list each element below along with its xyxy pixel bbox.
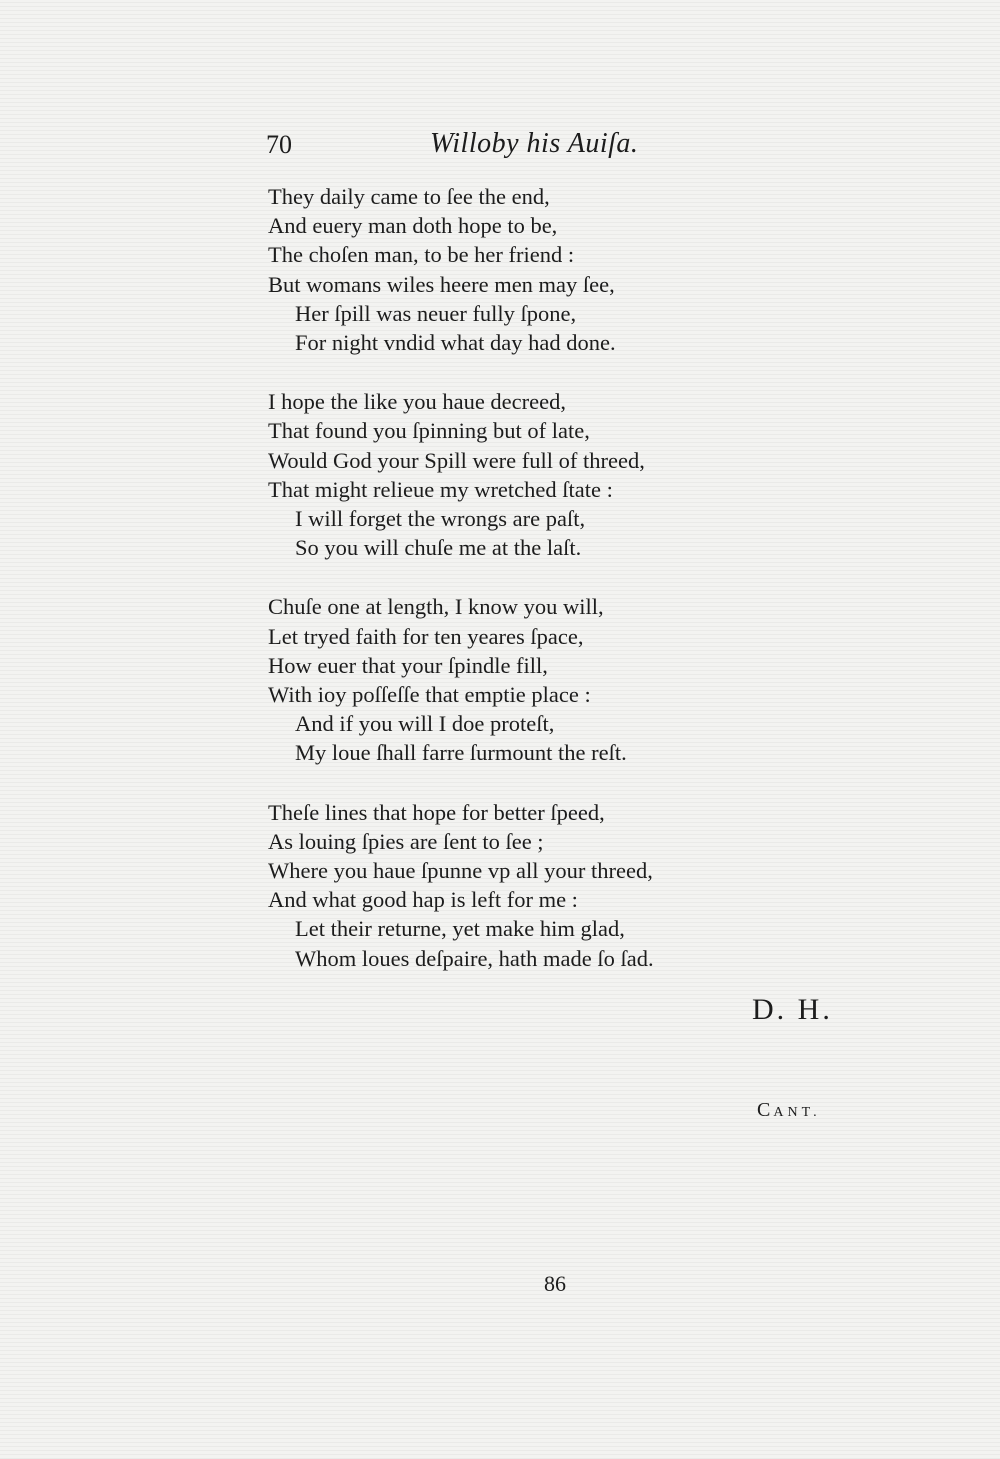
poem-line: So you will chuſe me at the laſt. <box>295 535 582 561</box>
poem-line: Her ſpill was neuer fully ſpone, <box>295 300 577 326</box>
catchword <box>757 1098 821 1125</box>
page-number: 70 <box>266 130 292 159</box>
poem-line: With ioy poſſeſſe that emptie place : <box>268 682 591 708</box>
stanza <box>268 182 828 357</box>
poem-line: They daily came to ſee the end, <box>268 184 550 209</box>
poem-line: The choſen man, to be her friend : <box>268 242 575 268</box>
signature: D. H. <box>752 993 833 1026</box>
poem-line: My loue ſhall farre ſurmount the reſt. <box>295 740 627 766</box>
poem-line: Let their returne, yet make him glad, <box>295 916 625 942</box>
poem-line: And if you will I doe proteſt, <box>295 711 555 737</box>
poem-line: Let tryed faith for ten yeares ſpace, <box>268 623 584 649</box>
poem-line: Chuſe one at length, I know you will, <box>268 594 604 620</box>
running-title: Willoby his Auiſa. <box>430 128 639 159</box>
poem-line: And euery man doth hope to be, <box>268 213 558 239</box>
catchword-initial: C <box>757 1099 774 1121</box>
poem-line: That might relieue my wretched ſtate : <box>268 476 613 502</box>
poem-line: Where you haue ſpunne vp all your threed, <box>268 858 653 884</box>
stanza <box>268 592 828 767</box>
poem-line: Whom loues deſpaire, hath made ſo ſad. <box>295 945 654 971</box>
poem-line: But womans wiles heere men may ſee, <box>268 271 615 297</box>
poem-line: How euer that your ſpindle fill, <box>268 652 548 678</box>
poem-line: I hope the like you haue decreed, <box>268 389 566 415</box>
catchword-rest: ANT. <box>773 1105 821 1120</box>
poem-line: Theſe lines that hope for better ſpeed, <box>268 799 605 825</box>
poem-line: For night vndid what day had done. <box>295 330 616 356</box>
poem <box>268 182 828 1003</box>
poem-line: As louing ſpies are ſent to ſee ; <box>268 828 544 854</box>
folio-number: 86 <box>544 1271 566 1296</box>
stanza <box>268 798 828 973</box>
poem-line: I will forget the wrongs are paſt, <box>295 506 586 532</box>
poem-line: Would God your Spill were full of threed, <box>268 447 645 473</box>
stanza <box>268 387 828 562</box>
poem-line: That found you ſpinning but of late, <box>268 418 590 444</box>
poem-line: And what good hap is left for me : <box>268 887 578 913</box>
